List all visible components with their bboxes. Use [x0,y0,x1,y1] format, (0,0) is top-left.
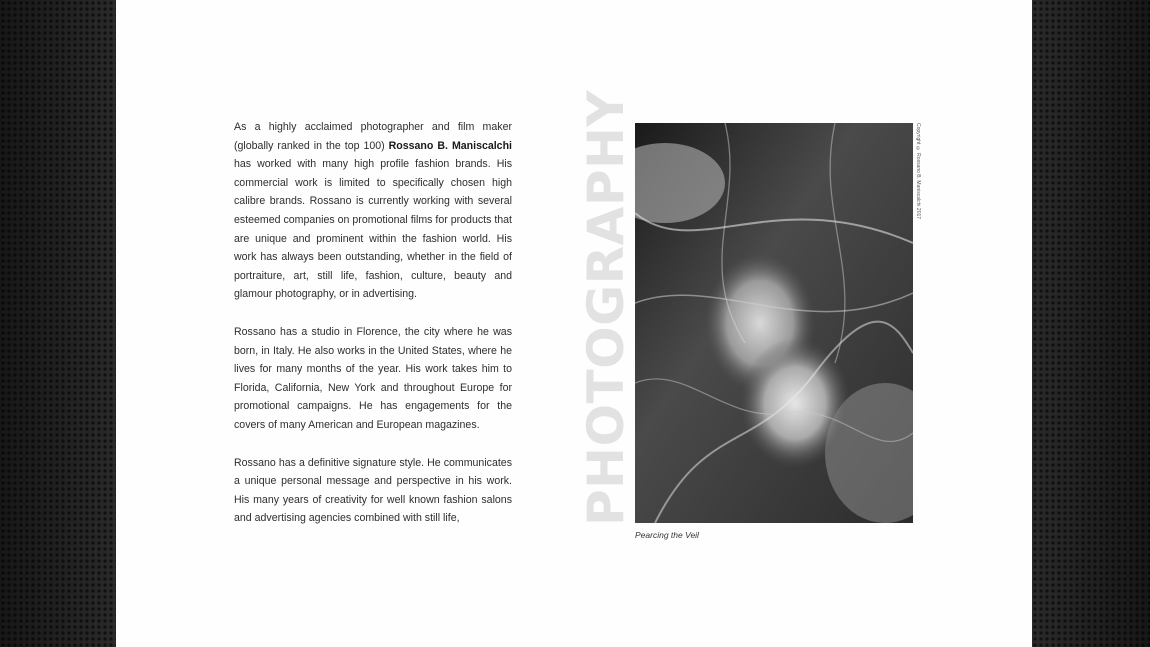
background-shade-left [0,0,116,647]
photo-copyright: Copyright © Rossano B. Maniscalchi 2017 [915,123,921,220]
photo-caption: Pearcing the Veil [635,530,699,540]
paragraph-1 [234,118,512,304]
feature-photo [635,123,913,523]
paragraph-2: Rossano has a studio in Florence, the city where he was born, in Italy. He also works in the United States, where he lives for many months of the year. His work takes him to Florida, California, New York and throughout Europe for promotional campaigns. He has engagements for the covers of many American and European magazines. [234,325,512,431]
background-shade-right [1034,0,1150,647]
paragraph-3: Rossano has a definitive signature style. He communicates a unique personal message and perspective in his work. His many years of creativity for well known fashion salons and advertising agencies combined with still life, [234,456,512,525]
photographer-name: Rossano B. Maniscalchi [388,139,512,152]
paragraph-1-rest: has worked with many high profile fashion brands. His commercial work is limited to specifically chosen high calibre brands. Rossano is currently working with several esteemed companies on promotional films for products that are unique and prominent within the fashion world. His work has always been outstanding, whether in the field of portraiture, art, still life, fashion, culture, beauty and glamour photography, or in advertising. [234,158,512,301]
section-heading: PHOTOGRAPHY [577,89,635,526]
paragraph-1-intro: As a highly acclaimed photographer and film maker (globally ranked in the top 100) [234,121,512,152]
article-body [234,118,512,547]
document-page [116,0,1032,647]
